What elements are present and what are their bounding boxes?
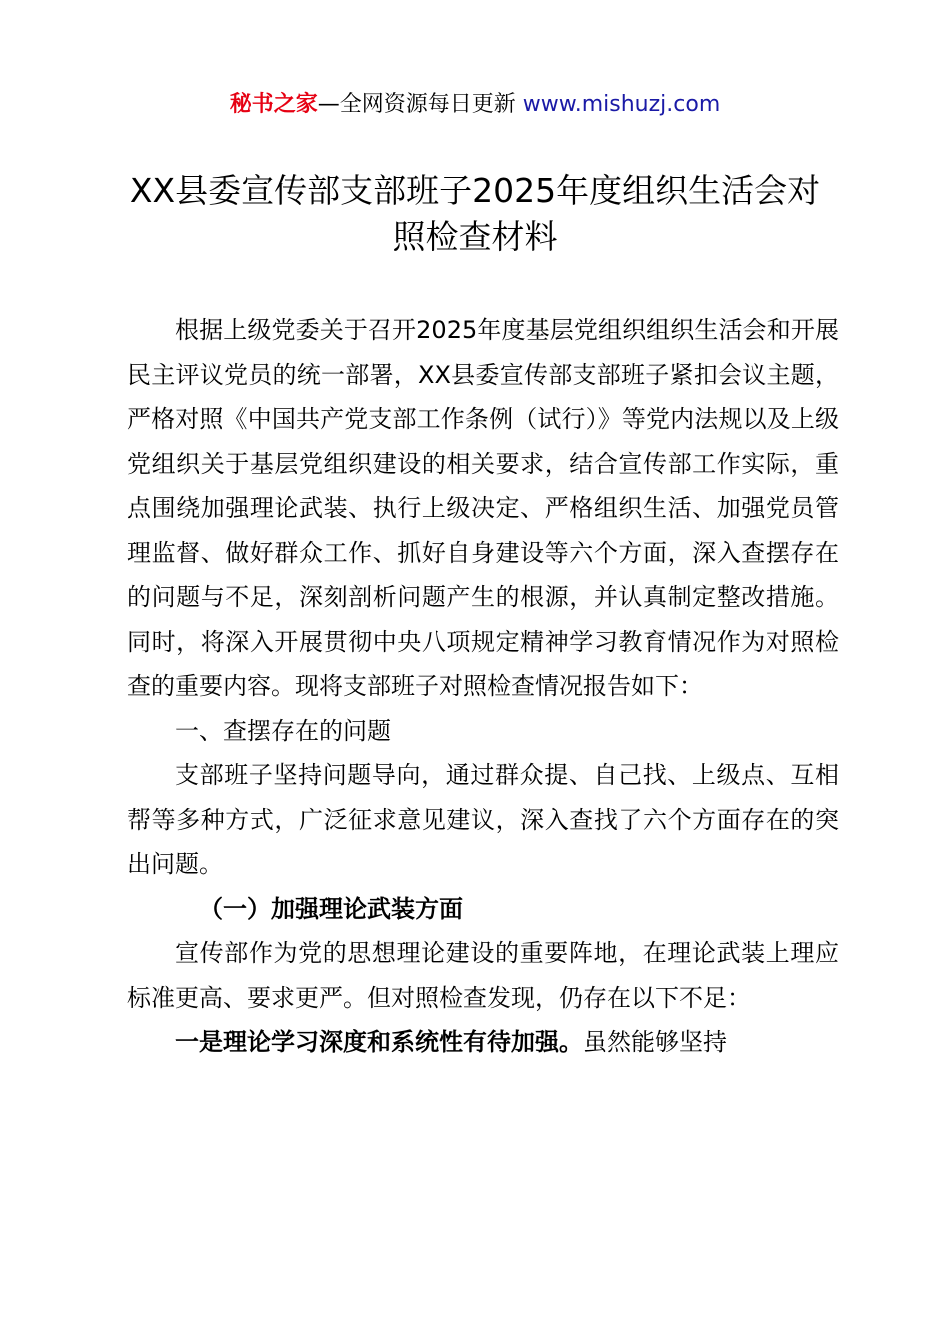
site-header [0,88,950,122]
point-lead: 一是理论学习深度和系统性有待加强。 [175,1028,583,1056]
document-body [127,308,839,1065]
site-url-link[interactable]: www.mishuzj.com [522,92,721,117]
header-slogan: —全网资源每日更新 [317,92,516,117]
subsection-heading: （一）加强理论武装方面 [199,894,463,923]
document-title: XX县委宣传部支部班子2025年度组织生活会对照检查材料 [129,171,821,256]
point-paragraph [127,1020,839,1065]
intro-paragraph: 根据上级党委关于召开2025年度基层党组织组织生活会和开展民主评议党员的统一部署，XX县委宣传部支部班子紧扣会议主题，严格对照《中国共产党支部工作条例（试行）》等党内法规以及上级党组织关于基层党组织建设的相关要求，结合宣传部工作实际，重点围绕加强理论武装、执行上级决定、严格组织生活、加强党员管理监督、做好群众工作、抓好自身建设等六个方面，深入查摆存在的问题与不足，深刻剖析问题产生的根源，并认真制定整改措施。同时，将深入开展贯彻中央八项规定精神学习教育情况作为对照检查的重要内容。现将支部班子对照检查情况报告如下： [127,316,839,700]
section-paragraph: 支部班子坚持问题导向，通过群众提、自己找、上级点、互相帮等多种方式，广泛征求意见建议，深入查找了六个方面存在的突出问题。 [127,761,839,878]
point-text: 虽然能够坚持 [583,1028,727,1056]
subsection-paragraph: 宣传部作为党的思想理论建设的重要阵地，在理论武装上理应标准更高、要求更严。但对照检查发现，仍存在以下不足： [127,939,839,1012]
section-heading: 一、查摆存在的问题 [175,716,391,745]
brand-name: 秘书之家 [229,92,318,117]
